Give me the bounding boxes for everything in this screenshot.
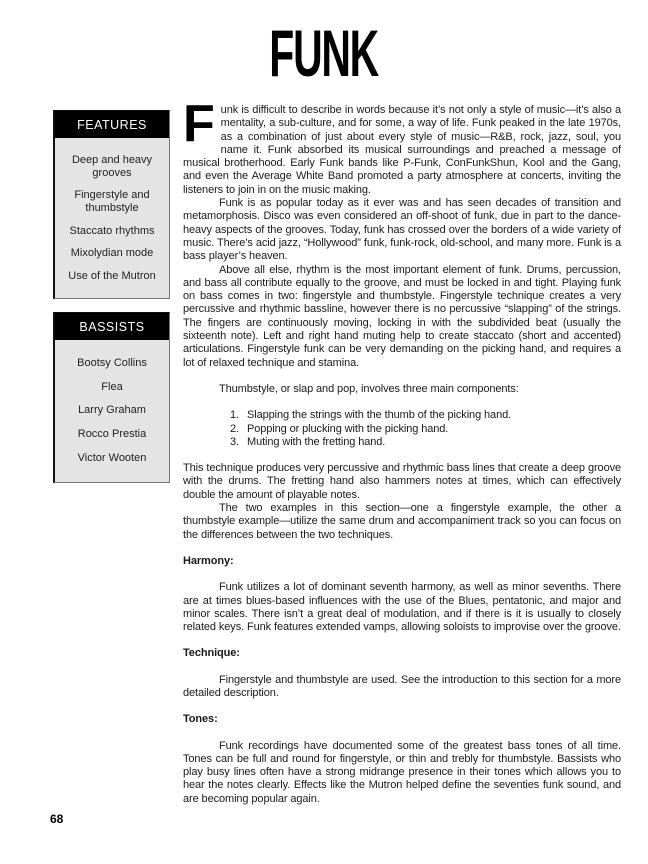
section-body-harmony: Funk utilizes a lot of dominant seventh harmony, as well as minor sevenths. There are at times blues-based influences with the use of the Blues, pentatonic, and major and minor scales. There isn’t a great deal of modulation, and if there is it is usually to closely related keys. Funk features extended vamps, allowing soloists to improvise over the groove.: [183, 581, 621, 634]
intro-paragraph: [183, 95, 621, 197]
feature-item: Mixolydian mode: [70, 247, 154, 259]
list-item: [230, 423, 621, 436]
thumbstyle-components-list: [230, 409, 621, 449]
paragraph: This technique produces very percussive and rhythmic bass lines that create a deep groove with the drums. The fretting hand also hammers notes at times, which can effectively double the amount of playable notes.: [183, 462, 621, 501]
features-box: [53, 110, 170, 299]
page-title: [0, 16, 648, 90]
page-title-text: FUNK: [269, 16, 379, 90]
paragraph-text: unk is difficult to describe in words because it’s not only a style of music—it’s also a mentality, a sub-culture, and for some, a way of life. Funk peaked in the late 1970s, as a combination of just about every style of music—R&B, rock, jazz, soul, you name it. Funk absorbed its musical surroundings and preached a message of musical brotherhood. Early Funk bands like P-Funk, ConFunkShun, Kool and the Gang, and even the Average White Band promoted a party atmosphere at concerts, inviting the listeners to join in on the music making.: [183, 104, 621, 196]
bassist-item: Bootsy Collins: [77, 356, 147, 369]
list-item-number: 3.: [230, 435, 239, 448]
list-item-number: 2.: [230, 422, 239, 435]
feature-item: Use of the Mutron: [68, 269, 156, 282]
dropcap-letter: F: [183, 95, 215, 153]
bassist-item: Larry Graham: [78, 404, 146, 417]
feature-item: Deep and heavy grooves: [71, 153, 153, 179]
sidebar: [53, 110, 170, 496]
bassist-item: Rocco Prestia: [77, 428, 147, 441]
list-item: [230, 436, 621, 449]
feature-item: Fingerstyle and thumbstyle: [74, 189, 150, 214]
section-body-technique: Fingerstyle and thumbstyle are used. See the introduction to this section for a more detailed description.: [183, 673, 621, 699]
section-heading-harmony: Harmony:: [183, 554, 234, 567]
features-list: [55, 138, 169, 298]
section-heading-tones: Tones:: [183, 713, 218, 726]
section-heading-technique: Technique:: [183, 647, 240, 660]
paragraph: The two examples in this section—one a fingerstyle example, the other a thumbstyle example—utilize the same drum and accompaniment track so you can focus on the differences between the two techniques.: [183, 502, 621, 541]
list-item-number: 1.: [230, 409, 239, 422]
section-body-tones: Funk recordings have documented some of the greatest bass tones of all time. Tones can be full and round for fingerstyle, or thin and trebly for thumbstyle. Bassists who play busy lines often have a strong midrange presence in their tones which allows you to hear the notes clearly. Effects like the Mutron helped define the seventies funk sound, and are becoming popular again.: [183, 739, 621, 805]
page-number: 68: [50, 812, 64, 826]
article-body: [183, 95, 621, 806]
bassist-item: Victor Wooten: [77, 452, 147, 465]
paragraph: Funk is as popular today as it ever was and has seen decades of transition and metamorphosis. Disco was even considered an off-shoot of funk, due in part to the dance-heavy aspects of the grooves. Today, funk has crossed over the borders of a wide variety of music. There’s acid jazz, “Hollywood” funk, funk-rock, old-school, and many more. Funk is a bass player’s heaven.: [183, 197, 621, 263]
list-item-text: Slapping the strings with the thumb of the picking hand.: [247, 409, 512, 422]
paragraph: Above all else, rhythm is the most important element of funk. Drums, percussion, and bass all contribute equally to the groove, and must be locked in and tight. Playing funk on bass comes in two: fingerstyle and thumbstyle. Fingerstyle technique creates a very percussive and rhythmic bassline, however there is no percussive “slapping” of the strings. The fingers are continuously moving, locking in with the subdivided beat (usually the sixteenth note). Left and right hand muting help to create staccato (short and accented) articulations. Fingerstyle funk can be very demanding on the picking hand, and requires a lot of relaxed technique and stamina.: [183, 263, 621, 369]
list-item-text: Popping or plucking with the picking hand.: [247, 422, 449, 435]
bassists-box: [53, 312, 170, 483]
bassists-box-header: BASSISTS: [55, 313, 169, 340]
list-item: [230, 409, 621, 422]
list-item-text: Muting with the fretting hand.: [247, 435, 386, 448]
paragraph: Thumbstyle, or slap and pop, involves three main components:: [219, 382, 519, 395]
features-box-header: FEATURES: [55, 111, 169, 138]
bassists-list: [55, 340, 169, 482]
bassist-item: Flea: [101, 380, 123, 393]
feature-item: Staccato rhythms: [69, 224, 155, 237]
